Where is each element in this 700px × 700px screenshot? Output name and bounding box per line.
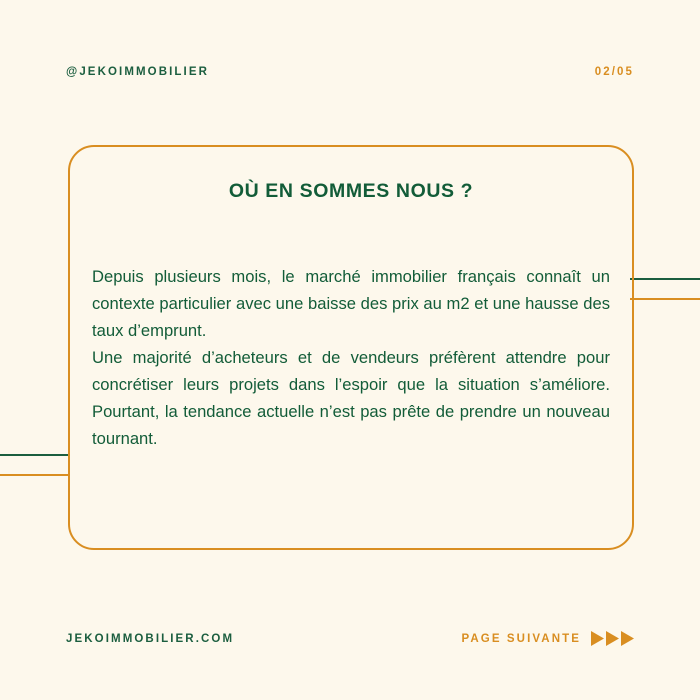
decor-line-left-orange	[0, 474, 70, 476]
card-paragraph-2: Une majorité d’acheteurs et de vendeurs préfèrent attendre pour concrétiser leurs projets dans l’espoir que la situation s’améliore. Pourtant, la tendance actuelle n’est pas prête de prendre un nouveau tournant.	[92, 348, 610, 449]
next-page-label: PAGE SUIVANTE	[461, 632, 581, 645]
content-card	[68, 145, 634, 550]
page-counter: 02/05	[594, 66, 634, 78]
chevrons-right-icon	[591, 631, 634, 646]
slide-footer	[0, 631, 700, 646]
decor-line-right-green	[630, 278, 700, 280]
card-body	[92, 263, 610, 452]
card-title: OÙ EN SOMMES NOUS ?	[228, 180, 474, 202]
next-page-control[interactable]	[461, 631, 634, 646]
account-handle: @JEKOIMMOBILIER	[66, 66, 210, 78]
decor-line-left-green	[0, 454, 70, 456]
website-url: JEKOIMMOBILIER.COM	[66, 632, 235, 645]
slide-header	[0, 66, 700, 78]
card-paragraph-1: Depuis plusieurs mois, le marché immobilier français connaît un contexte particulier avec une baisse des prix au m2 et une hausse des taux d’emprunt.	[92, 267, 610, 341]
decor-line-right-orange	[630, 298, 700, 300]
